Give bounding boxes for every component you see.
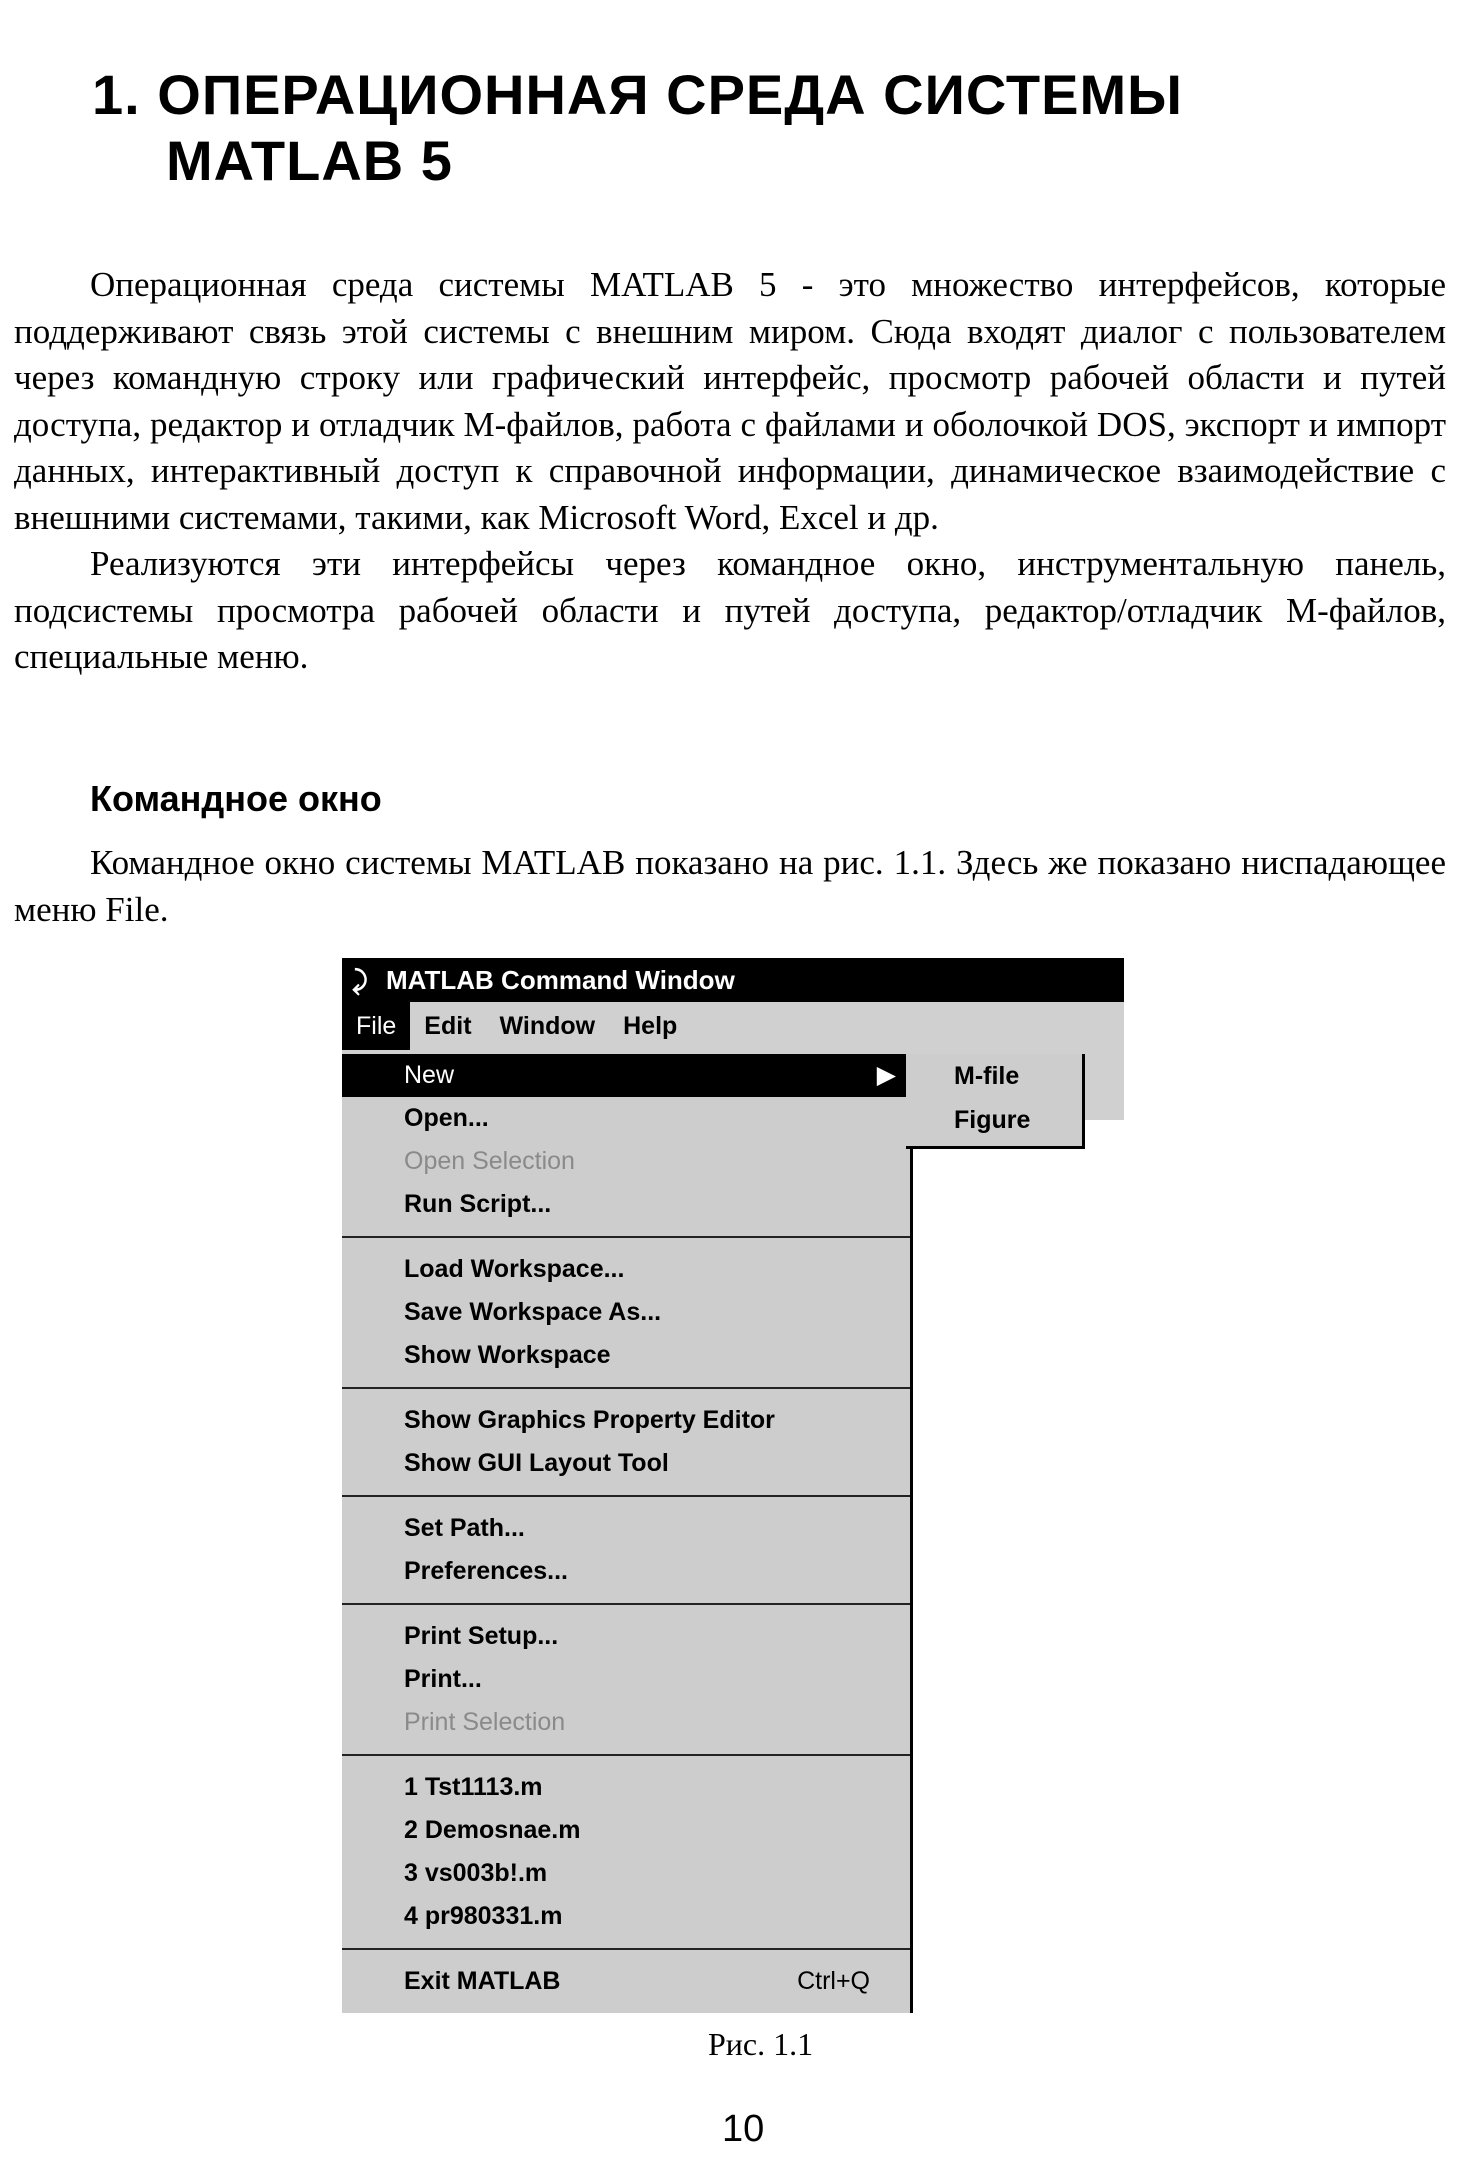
menu-item-save-workspace-as[interactable]: Save Workspace As... — [404, 1298, 662, 1326]
paragraph: Реализуются эти интерфейсы через командное окно, инструментальную панель, подсистемы просмотра рабочей области и путей доступа, редактор/отладчик M-файлов, специальные меню. — [14, 544, 1446, 676]
menu-item-exit[interactable] — [342, 1960, 910, 2003]
menu-item-show-gui-layout-tool[interactable]: Show GUI Layout Tool — [404, 1449, 669, 1477]
menu-item-set-path[interactable]: Set Path... — [404, 1514, 525, 1542]
matlab-logo-icon: ⤸ — [352, 965, 368, 995]
submenu-item-figure[interactable]: Figure — [954, 1106, 1031, 1134]
figure-caption: Рис. 1.1 — [708, 2026, 814, 2062]
intro-text — [14, 262, 1446, 681]
submenu-item-m-file[interactable]: M-file — [954, 1062, 1020, 1090]
menu-item-preferences[interactable]: Preferences... — [404, 1557, 568, 1585]
menu-item-recent-file[interactable]: 2 Demosnae.m — [404, 1816, 581, 1844]
paragraph: Командное окно системы MATLAB показано на рис. 1.1. Здесь же показано ниспадающее меню File. — [14, 843, 1446, 929]
menu-item-print-selection: Print Selection — [404, 1708, 566, 1736]
window-title: MATLAB Command Window — [386, 965, 735, 995]
menu-file[interactable]: File — [342, 1002, 410, 1050]
menu-item-recent-file[interactable]: 3 vs003b!.m — [404, 1859, 548, 1887]
menu-bar — [342, 1002, 691, 1050]
menu-item-print-setup[interactable]: Print Setup... — [404, 1622, 559, 1650]
title-bar — [342, 958, 1124, 1002]
menu-item-open[interactable]: Open... — [404, 1104, 489, 1132]
menu-item-recent-file[interactable]: 4 pr980331.m — [404, 1902, 563, 1930]
menu-separator — [342, 1948, 910, 1950]
menu-separator — [342, 1495, 910, 1497]
shortcut-label: Ctrl+Q — [797, 1967, 870, 1995]
menu-item-show-graphics-property-editor[interactable]: Show Graphics Property Editor — [404, 1406, 775, 1434]
menu-item-label: New — [404, 1061, 455, 1089]
file-menu — [342, 1054, 913, 2013]
menu-separator — [342, 1754, 910, 1756]
new-submenu — [906, 1054, 1085, 1149]
menu-item-recent-file[interactable]: 1 Tst1113.m — [404, 1773, 543, 1801]
menu-item-print[interactable]: Print... — [404, 1665, 482, 1693]
menu-item-load-workspace[interactable]: Load Workspace... — [404, 1255, 625, 1283]
paragraph: Операционная среда системы MATLAB 5 - это множество интерфейсов, которые поддерживают связь этой системы с внешним миром. Сюда входят диалог с пользователем через командную строку или графический интерфейс, просмотр рабочей области и путей доступа, редактор и отладчик M-файлов, работа с файлами и оболочкой DOS, экспорт и импорт данных, интерактивный доступ к справочной информации, динамическое взаимодействие с внешними системами, такими, как Microsoft Word, Excel и др. — [14, 265, 1446, 537]
submenu-arrow-icon: ▶ — [876, 1061, 896, 1089]
menu-separator — [342, 1236, 910, 1238]
figure-matlab-window — [342, 958, 1124, 2013]
chapter-heading — [92, 62, 1183, 194]
menu-item-open-selection: Open Selection — [404, 1147, 575, 1175]
menu-item-run-script[interactable]: Run Script... — [404, 1190, 552, 1218]
menu-separator — [342, 1603, 910, 1605]
menu-item-label: Exit MATLAB — [404, 1967, 561, 1995]
menu-edit[interactable]: Edit — [424, 1012, 472, 1040]
menu-item-new[interactable] — [342, 1054, 910, 1097]
chapter-heading-line2: MATLAB 5 — [166, 129, 453, 192]
menu-help[interactable]: Help — [623, 1012, 678, 1040]
section-heading: Командное окно — [90, 778, 382, 819]
chapter-heading-line1: 1. ОПЕРАЦИОННАЯ СРЕДА СИСТЕМЫ — [92, 63, 1183, 126]
menu-item-show-workspace[interactable]: Show Workspace — [404, 1341, 611, 1369]
menu-window[interactable]: Window — [499, 1012, 596, 1040]
section-text — [14, 840, 1446, 933]
page-number: 10 — [722, 2108, 765, 2150]
menu-separator — [342, 1387, 910, 1389]
